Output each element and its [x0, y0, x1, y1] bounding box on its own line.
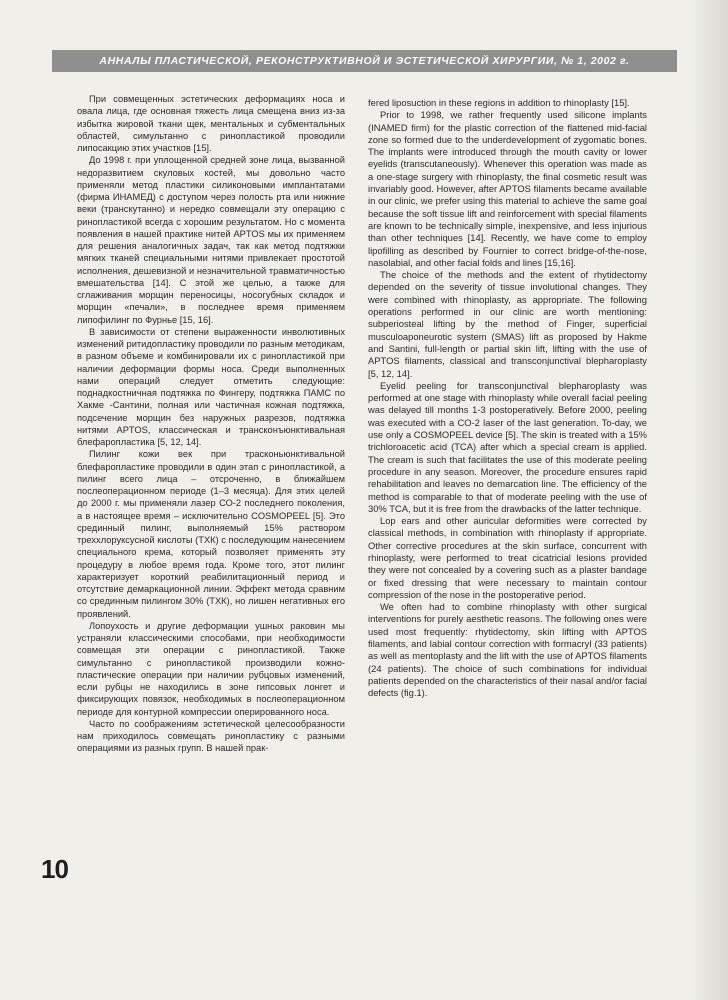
russian-text-column — [77, 93, 345, 755]
page-number: 10 — [41, 854, 68, 884]
paragraph: We often had to combine rhinoplasty with other surgical interventions for purely aesthetic reasons. The following ones were used most frequently: rhytidectomy, skin lifting with APTOS filaments, and labial contour correction with formacryl (33 patients) as well as mentoplasty and the lift with the use of APTOS filaments (24 patients). The choice of such combinations for individual patients depended on the characteristics of their nasal and/or facial defects (fig.1). — [368, 601, 647, 699]
page-edge-shadow — [688, 0, 728, 1000]
journal-title: АННАЛЫ ПЛАСТИЧЕСКОЙ, РЕКОНСТРУКТИВНОЙ И ЭСТЕТИЧЕСКОЙ ХИРУРГИИ, № 1, 2002 г. — [99, 55, 630, 67]
journal-header — [52, 50, 677, 72]
english-text-column — [368, 97, 647, 700]
paragraph: fered liposuction in these regions in addition to rhinoplasty [15]. — [368, 97, 630, 108]
paragraph: До 1998 г. при уплощенной средней зоне лица, вызванной недоразвитием скуловых костей, мы довольно часто применяли метод пластики силиконовыми имплантатами (фирма ИНАМЕД) с доступом через полость рта или нижние веки (транскутанно) и нередко совмещали эту операцию с ринопластикой всегда с хорошим результатом. Но с момента появления в нашей практике нитей APTOS мы их применяем для решения аналогичных задач, так как метод подтяжки мягких тканей специальными нитями привлекает простотой исполнения, дешевизной и незначительной травматичностью вмешательства [14]. С этой же целью, а также для сглаживания морщин переносицы, носогубных складок и морщин «печали», в последнее время применяем липофилинг по Фурнье [15, 16]. — [77, 155, 345, 325]
paragraph: Prior to 1998, we rather frequently used silicone implants (INAMED firm) for the plastic correction of the flattened mid-facial zone so formed due to the underdevelopment of zygomatic bones. The implants were introduced through the mouth cavity or lower eyelids (transcutaneously). Whenever this operation was made as a one-stage surgery with rhinoplasty, the final cosmetic result was invariably good. However, after APTOS filaments became available in our clinic, we prefer using this material to achieve the same goal because the soft tissue lift and reinforcement with special filaments are known to be technically simple, inexpensive, and less injurious than other techniques [14]. Recently, we have come to employ lipofilling as described by Fournier to correct bridge-of-the-nose, nasolabial, and other facial folds and lines [15,16]. — [368, 109, 647, 268]
paragraph: Lop ears and other auricular deformities were corrected by classical methods, in combination with rhinoplasty if appropriate. Other corrective procedures at the skin surface, concurrent with rhinoplasty, were performed to treat cicatricial lesions provided they were not concealed by a covering such as a plaster bandage or fixed dressing that were necessary to maintain contour compression of the nose in the postoperative period. — [368, 515, 647, 600]
paragraph: Лопоухость и другие деформации ушных раковин мы устраняли классическими способами, при необходимости совмещая эти операции с ринопластикой. Также симультанно с ринопластикой производили кожно-пластические операции при наличии рубцовых изменений, если рубцы не находились в зоне гипсовых лонгет и фиксирующих повязок, необходимых в послеоперационном периоде для контурной компрессии оперированного носа. — [77, 620, 345, 717]
paragraph: В зависимости от степени выраженности инволютивных изменений ритидопластику проводили по разным методикам, в разном объеме и комбинировали их с ринопластикой при наличии деформации формы носа. Среди выполненных нами операций следует отметить следующие: поднадкостничная подтяжка по Фингеру, подтяжка ПАМС по Хакме -Сантини, полная или частичная кожная подтяжка, подсечение морщин без наружных разрезов, подтяжка нитями APTOS, классическая и трансконъюнктивальная блефаропластика [5, 12, 14]. — [77, 326, 345, 447]
paragraph: Eyelid peeling for transconjunctival blepharoplasty was performed at one stage with rhinoplasty while overall facial peeling was delayed till months 1-3 postoperatively. Before 2000, peeling was executed with a CO-2 laser of the last generation. To-day, we use only a COSMOPEEL device [5]. The skin is treated with a 15% trichloroacetic acid (TCA) after which a special cream is applied. The cream is such that facilitates the use of this moderate peeling procedure in any season. Moreover, the procedure ensures rapid rehabilitation and leaves no demarcation line. The efficiency of the method is comparable to that of moderate peeling with the use of 30% TCA, but it is free from the drawbacks of the latter technique. — [368, 379, 647, 514]
paragraph: При совмещенных эстетических деформациях носа и овала лица, где основная тяжесть лица смещена вниз из-за избытка жировой ткани щек, ментальных и субментальных областей, симультанно с ринопластикой проводили липосакцию этих участков [15]. — [77, 94, 345, 153]
paragraph: Пилинг кожи век при трасконьюнктивальной блефаропластике проводили в один этап с ринопластикой, а пилинг всего лица – отсроченно, в ближайшем послеоперационном периоде (1–3 месяца). Для этих целей до 2000 г. мы применяли лазер СО-2 последнего поколения, а в настоящее время – исключительно COSMOPEEL [5]. Это срединный пилинг, выполняемый 15% раствором треххлоруксусной кислоты (ТХК) с последующим нанесением специального крема, который позволяет применять эту процедуру в любое время года. Кроме того, этот пилинг характеризует короткий реабилитационный период и отсутствие демаркационной линии. Эффект метода сравним со срединным пилингом 30% (ТХК), но лишен негативных его проявлений. — [77, 449, 345, 619]
paragraph: The choice of the methods and the extent of rhytidectomy depended on the severity of tissue involutional changes. They were combined with rhinoplasty, as appropriate. The following operations performed in our clinic are worth mentioning: subperiosteal lifting by the method of Finger, superficial musculoaponeurotic system (SMAS) lift as proposed by Hakme and Santini, full-length or partial skin lift, lifting with the use of APTOS filaments, classical and transconjunctival blepharoplasty [5, 12, 14]. — [368, 269, 647, 379]
paragraph: Часто по соображениям эстетической целесообразности нам приходилось совмещать ринопластику с разными операциями из разных групп. В нашей прак- — [77, 718, 345, 754]
